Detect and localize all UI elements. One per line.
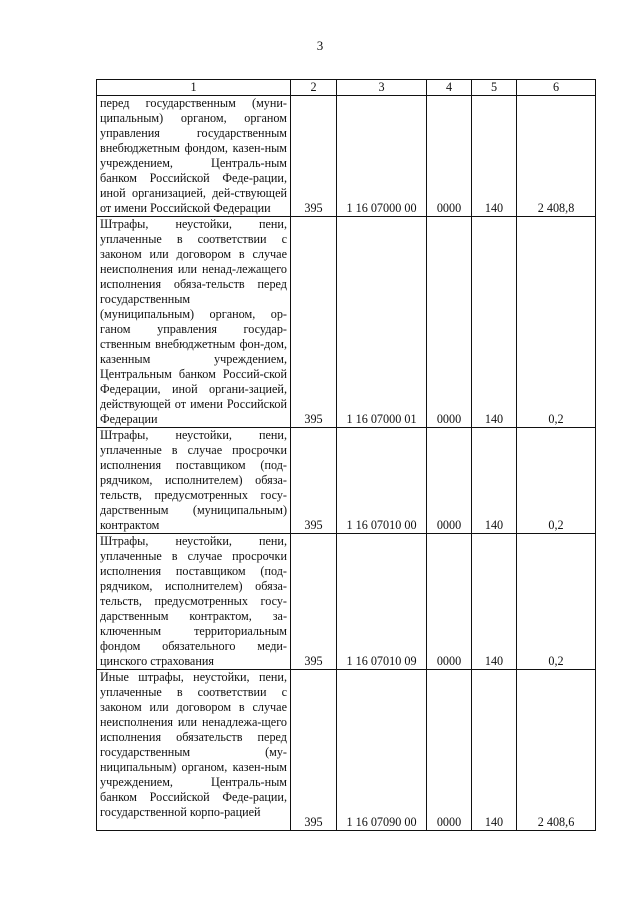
table-row — [97, 96, 596, 217]
admin-code-cell: 395 — [291, 534, 337, 670]
admin-code-cell: 395 — [291, 96, 337, 217]
program-code-cell: 0000 — [427, 217, 472, 428]
table-row — [97, 670, 596, 831]
table-row — [97, 534, 596, 670]
kbk-cell: 1 16 07000 01 — [337, 217, 427, 428]
row-description: Штрафы, неустойки, пени, уплаченные в соответствии с законом или договором в случае неисполнения или ненад-лежащего исполнения обяза-тельств перед государственным (муниципальным) органом, ор-ганом управления государ-ственным внебюджетным фон-дом, казенным учреждением, Центральным банком Россий-ской Федерации, иной органи-зацией, действующей от имени Российской Федерации — [97, 217, 291, 428]
program-code-cell: 0000 — [427, 96, 472, 217]
header-cell: 1 — [97, 80, 291, 96]
amount-cell: 0,2 — [517, 217, 596, 428]
header-cell: 3 — [337, 80, 427, 96]
classification-code-cell: 140 — [472, 534, 517, 670]
kbk-cell: 1 16 07000 00 — [337, 96, 427, 217]
table-row — [97, 428, 596, 534]
admin-code-cell: 395 — [291, 217, 337, 428]
program-code-cell: 0000 — [427, 534, 472, 670]
classification-code-cell: 140 — [472, 428, 517, 534]
header-cell: 6 — [517, 80, 596, 96]
table-row — [97, 217, 596, 428]
row-description: Штрафы, неустойки, пени, уплаченные в случае просрочки исполнения поставщиком (под-рядчиком, исполнителем) обяза-тельств, предусмотренных госу-дарственным (муниципальным) контрактом — [97, 428, 291, 534]
header-cell: 4 — [427, 80, 472, 96]
admin-code-cell: 395 — [291, 670, 337, 831]
table-header-row — [97, 80, 596, 96]
classification-code-cell: 140 — [472, 96, 517, 217]
kbk-cell: 1 16 07010 09 — [337, 534, 427, 670]
classification-code-cell: 140 — [472, 217, 517, 428]
program-code-cell: 0000 — [427, 428, 472, 534]
admin-code-cell: 395 — [291, 428, 337, 534]
row-description: Иные штрафы, неустойки, пени, уплаченные в соответствии с законом или договором в случае неисполнения или ненадлежа-щего исполнения обязательств перед государственным (му-ниципальным) органом, казен-ным учреждением, Централь-ным банком Российской Феде-рации, государственной корпо-рацией — [97, 670, 291, 831]
kbk-cell: 1 16 07010 00 — [337, 428, 427, 534]
classification-code-cell: 140 — [472, 670, 517, 831]
kbk-cell: 1 16 07090 00 — [337, 670, 427, 831]
header-cell: 2 — [291, 80, 337, 96]
row-description: Штрафы, неустойки, пени, уплаченные в случае просрочки исполнения поставщиком (под-рядчиком, исполнителем) обяза-тельств, предусмотренных госу-дарственным контрактом, за-ключенным территориальным фондом обязательного меди-цинского страхования — [97, 534, 291, 670]
header-cell: 5 — [472, 80, 517, 96]
amount-cell: 2 408,6 — [517, 670, 596, 831]
amount-cell: 0,2 — [517, 428, 596, 534]
row-description: перед государственным (муни-ципальным) органом, органом управления государственным внебюджетным фондом, казен-ным учреждением, Централь-ным банком Российской Феде-рации, иной организацией, дей-ствующей от имени Российской Федерации — [97, 96, 291, 217]
budget-table — [96, 79, 596, 831]
amount-cell: 0,2 — [517, 534, 596, 670]
amount-cell: 2 408,8 — [517, 96, 596, 217]
program-code-cell: 0000 — [427, 670, 472, 831]
page-number: 3 — [316, 38, 324, 53]
